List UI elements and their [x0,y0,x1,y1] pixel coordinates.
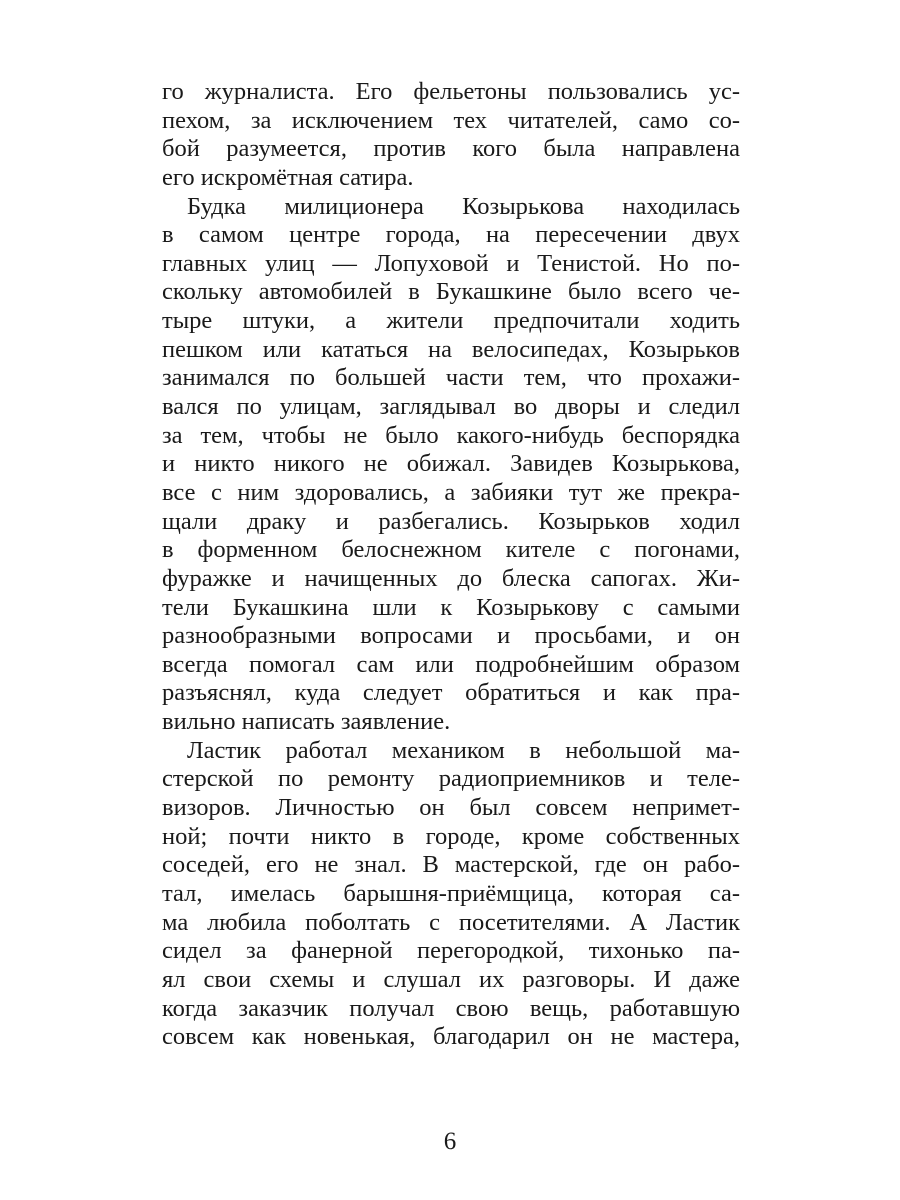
text-line: все с ним здоровались, а забияки тут же прекра- [162,478,740,506]
text-line: разнообразными вопросами и просьбами, и он [162,622,740,650]
text-line: его искромётная сатира. [162,163,414,191]
paragraph [162,193,740,737]
page-number: 6 [443,1128,457,1155]
text-line: пехом, за исключением тех читателей, само со- [162,106,740,134]
text-line: ма любила поболтать с посетителями. А Ластик [162,908,740,936]
text-line: визоров. Личностью он был совсем непримет- [162,794,740,822]
text-line: и никто никого не обижал. Завидев Козырькова, [162,450,740,478]
text-line: в самом центре города, на пересечении двух [162,221,740,249]
text-line: бой разумеется, против кого была направлена [162,135,740,163]
text-line: фуражке и начищенных до блеска сапогах. Жи- [162,564,740,592]
text-line: всегда помогал сам или подробнейшим образом [162,650,740,678]
text-line: скольку автомобилей в Букашкине было всего че- [162,278,740,306]
text-line: сидел за фанерной перегородкой, тихонько па- [162,937,740,965]
text-line: тал, имелась барышня-приёмщица, которая са- [162,879,740,907]
text-line: вался по улицам, заглядывал во дворы и следил [162,393,740,421]
paragraph [162,78,740,193]
paragraph [162,737,740,1052]
text-line: главных улиц — Лопуховой и Тенистой. Но по- [162,249,740,277]
text-line: стерской по ремонту радиоприемников и теле- [162,765,740,793]
text-line: соседей, его не знал. В мастерской, где он рабо- [162,851,740,879]
text-line: вильно написать заявление. [162,708,451,736]
text-line: когда заказчик получал свою вещь, работавшую [162,994,740,1022]
text-line: тыре штуки, а жители предпочитали ходить [162,307,740,335]
text-line: го журналиста. Его фельетоны пользовались ус- [162,78,740,105]
book-page-text [162,78,740,1052]
text-line: ной; почти никто в городе, кроме собственных [162,822,740,850]
text-line: разъяснял, куда следует обратиться и как пра- [162,679,740,707]
text-line: тели Букашкина шли к Козырькову с самыми [162,593,740,621]
text-line: Ластик работал механиком в небольшой ма- [187,736,740,764]
text-line: Будка милиционера Козырькова находилась [187,192,740,220]
text-line: занимался по большей части тем, что прохажи- [162,364,740,392]
text-line: за тем, чтобы не было какого-нибудь беспорядка [162,421,740,449]
text-line: ял свои схемы и слушал их разговоры. И даже [162,965,740,993]
text-line: в форменном белоснежном кителе с погонами, [162,536,740,564]
text-line: пешком или кататься на велосипедах, Козырьков [162,335,740,363]
text-line: совсем как новенькая, благодарил он не мастера, [162,1023,740,1051]
text-line: щали драку и разбегались. Козырьков ходил [162,507,740,535]
